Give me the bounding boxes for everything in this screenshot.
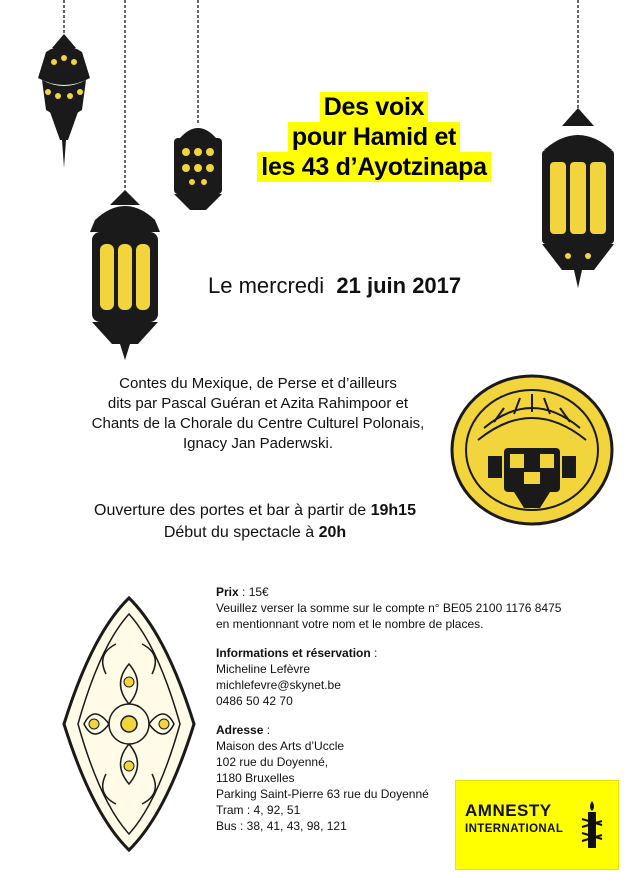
reservation-heading [216,645,616,661]
price-label: Prix [216,585,239,599]
price-instruction-2: en mentionnant votre nom et le nombre de places. [216,617,484,631]
date-value: 21 juin 2017 [336,273,462,298]
event-date [208,272,461,300]
show-start-line [50,522,460,544]
event-schedule [50,500,460,544]
description-line-1: Contes du Mexique, de Perse et d’ailleurs [119,375,397,392]
title-line-2: pour Hamid et [288,122,460,152]
lantern-illustration-right [528,0,618,290]
title-line-1: Des voix [320,92,428,122]
reservation-name: Micheline Lefèvre [216,662,311,676]
persian-ornament-illustration [56,594,202,854]
price-line [216,584,616,600]
reservation-email: michlefevre@skynet.be [216,678,341,692]
description-line-2: dits par Pascal Guéran et Azita Rahimpoor et [107,395,409,412]
address-venue: Maison des Arts d’Uccle [216,739,345,753]
logo-line-2: INTERNATIONAL [465,823,564,835]
doors-text: Ouverture des portes et bar à partir de [94,502,367,519]
price-value: : 15€ [238,585,269,599]
address-bus: Bus : 38, 41, 43, 98, 121 [216,819,347,833]
reservation-phone: 0486 50 42 70 [216,694,293,708]
address-label: Adresse [216,723,264,737]
date-prefix: Le mercredi [208,273,325,298]
candle-barbed-wire-icon [580,799,604,851]
event-description [76,374,440,454]
address-street: 102 rue du Doyenné, [216,755,329,769]
description-line-4: Ignacy Jan Paderwski. [182,435,334,452]
reservation-suffix: : [370,646,378,660]
lantern-illustration-left-bottom [80,0,170,362]
amnesty-logo [455,780,619,870]
doors-opening-line [50,500,460,522]
show-text: Début du spectacle à [163,524,315,541]
address-parking: Parking Saint-Pierre 63 rue du Doyenné [216,787,429,801]
description-line-3: Chants de la Chorale du Centre Culturel Polonais, [91,415,425,432]
aztec-sun-illustration [444,368,620,530]
address-tram: Tram : 4, 92, 51 [216,803,301,817]
address-heading [216,722,616,738]
title-line-3: les 43 d’Ayotzinapa [257,152,490,182]
show-time: 20h [318,524,347,541]
address-city: 1180 Bruxelles [216,771,295,785]
logo-line-1: AMNESTY [465,801,552,820]
price-instruction-1: Veuillez verser la somme sur le compte n° BE05 2100 1176 8475 [216,601,562,615]
doors-time: 19h15 [370,502,416,519]
lantern-illustration-middle [158,0,238,212]
address-suffix: : [263,723,271,737]
reservation-label: Informations et réservation [216,646,371,660]
event-title [236,92,512,182]
